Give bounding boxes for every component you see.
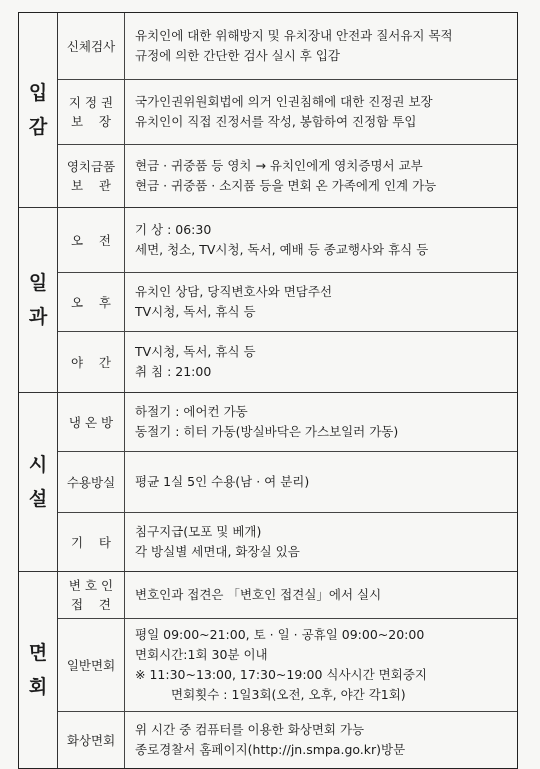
- row-content: [125, 452, 517, 512]
- row-content: [125, 13, 517, 79]
- section-title-char: 시: [28, 454, 48, 476]
- row-content: [125, 572, 517, 618]
- section-title-char: 면: [28, 642, 48, 664]
- row-label: [58, 80, 125, 144]
- content-line: 기 상 : 06:30: [135, 222, 212, 237]
- row-label: [58, 619, 125, 711]
- section-title-char: 감: [28, 116, 48, 138]
- content-line: 위 시간 중 컴퓨터를 이용한 화상면회 가능: [135, 722, 365, 737]
- section-title: [19, 393, 58, 571]
- content-line: 국가인권위원회법에 의거 인권침해에 대한 진정권 보장: [135, 94, 433, 109]
- content-line: 면회시간:1회 30분 이내: [135, 647, 268, 662]
- section-title: [19, 572, 58, 768]
- row-content: [125, 712, 517, 768]
- row-content: [125, 393, 517, 451]
- content-line: 변호인과 접견은 「변호인 접견실」에서 실시: [135, 587, 382, 602]
- row-label-line: 야 간: [70, 354, 112, 370]
- row-label: [58, 332, 125, 392]
- section-title-char: 입: [28, 82, 48, 104]
- content-line: TV시청, 독서, 휴식 등: [135, 304, 256, 319]
- content-line: 면회횟수 : 1일3회(오전, 오후, 야간 각1회): [171, 687, 406, 702]
- row-content: [125, 273, 517, 331]
- content-line: 유치인이 직접 진정서를 작성, 봉함하여 진정함 투입: [135, 114, 417, 129]
- table-row: [58, 452, 517, 513]
- section-title-char: 설: [28, 488, 48, 510]
- section-title-char: 회: [28, 676, 48, 698]
- row-label-line: 수용방실: [66, 474, 116, 490]
- row-label-line: 일반면회: [66, 657, 116, 673]
- row-label: [58, 208, 125, 272]
- content-line: 현금 · 귀중품 등 영치 → 유치인에게 영치증명서 교부: [135, 158, 423, 173]
- content-line: 종로경찰서 홈페이지(http://jn.smpa.go.kr)방문: [135, 742, 406, 757]
- row-label-line: 보 장: [70, 114, 112, 129]
- row-label-line: 영치금품: [66, 159, 116, 174]
- content-line: 취 침 : 21:00: [135, 364, 212, 379]
- table-row: [58, 208, 517, 273]
- row-content: [125, 619, 517, 711]
- content-line: 하절기 : 에어컨 가동: [135, 404, 248, 419]
- row-label-line: 지 정 권: [68, 95, 114, 110]
- row-content: [125, 208, 517, 272]
- content-line: 세면, 청소, TV시청, 독서, 예배 등 종교행사와 휴식 등: [135, 242, 429, 257]
- table-row: [58, 145, 517, 207]
- section-daily-schedule: [19, 208, 517, 393]
- content-line: 평균 1실 5인 수용(남 · 여 분리): [135, 474, 310, 489]
- table-row: [58, 393, 517, 452]
- section-title-char: 일: [28, 272, 48, 294]
- section-facilities: [19, 393, 517, 572]
- section-admission: [19, 13, 517, 208]
- row-label: [58, 273, 125, 331]
- row-content: [125, 332, 517, 392]
- row-label: [58, 572, 125, 618]
- content-line: 규정에 의한 간단한 검사 실시 후 입감: [135, 48, 340, 63]
- row-content: [125, 145, 517, 207]
- table-row: [58, 513, 517, 571]
- row-label-line: 오 후: [70, 294, 112, 310]
- row-label-line: 기 타: [70, 534, 112, 550]
- row-label: [58, 393, 125, 451]
- section-title-char: 과: [28, 306, 48, 328]
- row-label-line: 화상면회: [66, 732, 116, 748]
- section-title: [19, 13, 58, 207]
- content-line: 각 방실별 세면대, 화장실 있음: [135, 544, 300, 559]
- content-line: 동절기 : 히터 가동(방실바닥은 가스보일러 가동): [135, 424, 399, 439]
- content-line: 침구지급(모포 및 베개): [135, 524, 262, 539]
- table-row: [58, 712, 517, 768]
- content-line: 유치인에 대한 위해방지 및 유치장내 안전과 질서유지 목적: [135, 28, 453, 43]
- content-line: 유치인 상담, 당직변호사와 면담주선: [135, 284, 333, 299]
- section-title: [19, 208, 58, 392]
- table-row: [58, 80, 517, 145]
- table-row: [58, 572, 517, 619]
- table-row: [58, 619, 517, 712]
- row-label: [58, 13, 125, 79]
- content-line: ※ 11:30~13:00, 17:30~19:00 식사시간 면회중지: [135, 667, 427, 682]
- table-row: [58, 332, 517, 392]
- content-line: TV시청, 독서, 휴식 등: [135, 344, 256, 359]
- row-label-line: 냉 온 방: [68, 414, 114, 430]
- row-label-line: 신체검사: [66, 38, 116, 54]
- row-content: [125, 80, 517, 144]
- content-line: 평일 09:00~21:00, 토 · 일 · 공휴일 09:00~20:00: [135, 627, 425, 642]
- detention-info-table: [18, 12, 518, 769]
- row-label: [58, 452, 125, 512]
- content-line: 현금 · 귀중품 · 소지품 등을 면회 온 가족에게 인계 가능: [135, 178, 437, 193]
- table-row: [58, 13, 517, 80]
- row-label: [58, 145, 125, 207]
- row-label-line: 변 호 인: [68, 578, 114, 593]
- row-label: [58, 513, 125, 571]
- row-content: [125, 513, 517, 571]
- row-label-line: 접 견: [70, 597, 112, 612]
- row-label-line: 보 관: [70, 178, 112, 193]
- table-row: [58, 273, 517, 332]
- section-visitation: [19, 572, 517, 768]
- row-label-line: 오 전: [70, 232, 112, 248]
- row-label: [58, 712, 125, 768]
